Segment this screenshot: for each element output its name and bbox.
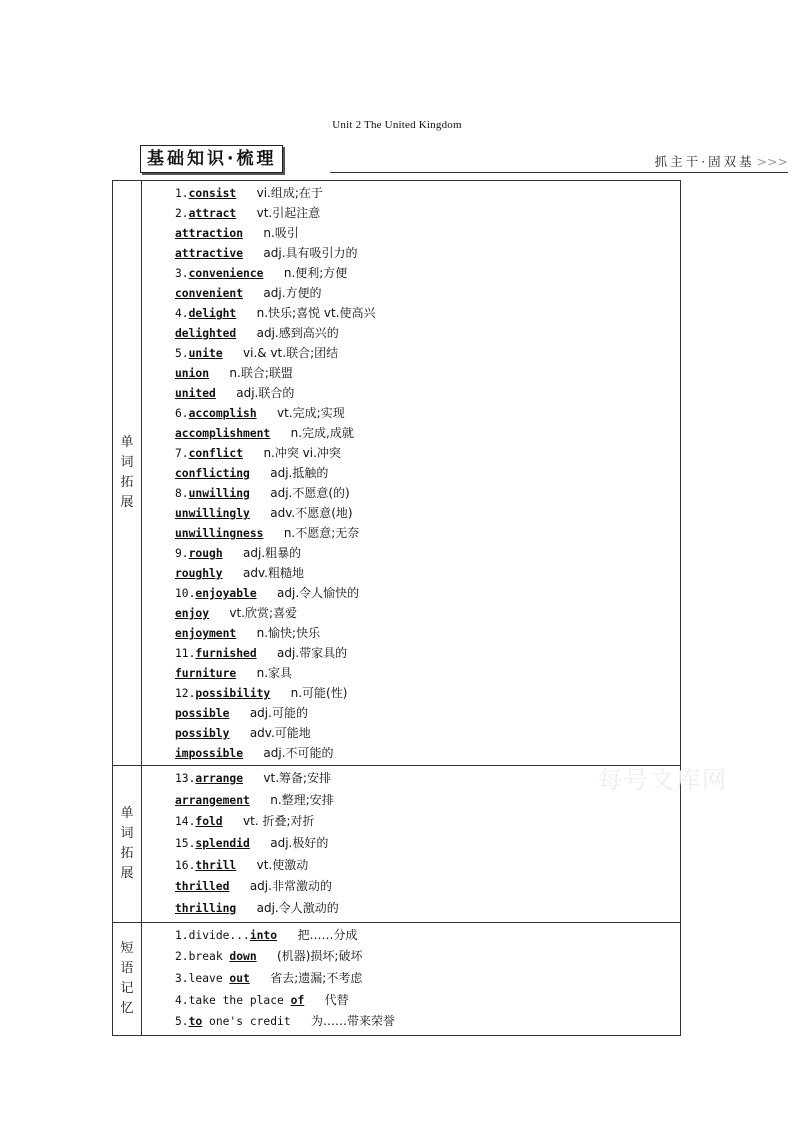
phrase-prefix: break: [188, 950, 230, 964]
vocab-item: [175, 323, 680, 343]
meaning: vt.筹备;安排: [263, 771, 332, 785]
meaning: 把……分成: [297, 927, 358, 942]
keyword: arrangement: [175, 793, 250, 807]
meaning: vt. 折叠;对折: [243, 814, 315, 829]
meaning: adv.不愿意(地): [270, 506, 353, 520]
meaning: adj.非常激动的: [249, 879, 332, 894]
keyword: possible: [175, 707, 230, 720]
item-number: 15.: [175, 837, 196, 851]
keyword: thrilled: [175, 880, 230, 894]
keyword: unwilling: [188, 487, 250, 500]
keyword: united: [175, 387, 216, 400]
meaning: n.快乐;喜悦 vt.使高兴: [256, 306, 376, 320]
keyword: attraction: [175, 227, 244, 240]
phrase-prefix: divide...: [188, 928, 250, 942]
keyword: arrange: [195, 772, 244, 785]
keyword: roughly: [175, 567, 223, 580]
keyword: furnished: [195, 647, 257, 660]
category-label: 单 词 拓 展: [120, 435, 134, 510]
meaning: n.便利;方便: [283, 266, 348, 280]
meaning: adj.粗暴的: [243, 546, 302, 560]
meaning: vt.使激动: [256, 857, 309, 872]
item-number: 2.: [175, 950, 189, 964]
vocab-item: [175, 703, 680, 723]
vocabulary-table: [112, 180, 681, 1036]
keyword: to: [188, 1015, 203, 1029]
keyword: convenient: [175, 287, 244, 300]
item-number: 6.: [175, 407, 189, 420]
vocab-item: [175, 1011, 680, 1033]
meaning: adj.令人激动的: [256, 901, 339, 916]
phrase-suffix: one's credit: [202, 1015, 291, 1029]
keyword: union: [175, 367, 210, 380]
keyword: attract: [188, 207, 237, 220]
item-number: 5.: [175, 1015, 189, 1029]
keyword: enjoy: [175, 607, 210, 620]
keyword: enjoyable: [195, 587, 257, 600]
meaning: 省去;遗漏;不考虑: [270, 971, 363, 985]
vocab-item: [175, 523, 680, 543]
section-phrase-memory: [113, 922, 681, 1035]
vocab-item: [175, 303, 680, 323]
meaning: adv.可能地: [249, 726, 311, 740]
meaning: vt.引起注意: [256, 206, 321, 220]
item-number: 10.: [175, 587, 196, 600]
meaning: adj.联合的: [236, 386, 295, 400]
vocab-item: [175, 503, 680, 523]
keyword: into: [249, 928, 278, 942]
item-number: 2.: [175, 207, 189, 220]
keyword: consist: [188, 187, 237, 200]
banner-subheading: [655, 152, 788, 170]
vocab-item: [175, 683, 680, 703]
vocab-item: [175, 643, 680, 663]
item-number: 7.: [175, 447, 189, 460]
keyword: rough: [188, 547, 223, 560]
meaning: adj.令人愉快的: [277, 586, 360, 600]
phrase-prefix: take the place: [188, 993, 291, 1007]
keyword: unite: [188, 347, 223, 360]
item-number: 1.: [175, 187, 189, 200]
item-number: 12.: [175, 687, 196, 700]
vocab-item: [175, 403, 680, 423]
category-cell: [113, 181, 142, 766]
section-word-expansion-2: [113, 766, 681, 923]
vocab-item: [175, 363, 680, 383]
keyword: accomplish: [188, 407, 257, 420]
meaning: n.冲突 vi.冲突: [263, 446, 341, 460]
vocab-item: [175, 283, 680, 303]
category-label: 单 词 拓 展: [120, 805, 134, 881]
keyword: unwillingly: [175, 507, 250, 520]
vocab-item: [175, 443, 680, 463]
meaning: 为……带来荣誉: [311, 1014, 396, 1029]
meaning: adj.带家具的: [277, 646, 348, 660]
vocab-item: [175, 990, 680, 1012]
vocab-item: [175, 663, 680, 683]
keyword: possibility: [195, 687, 271, 700]
meaning: n.愉快;快乐: [256, 626, 321, 640]
vocab-item: [175, 263, 680, 283]
banner-rule: [330, 172, 788, 173]
keyword: convenience: [188, 267, 264, 280]
item-number: 4.: [175, 307, 189, 320]
vocab-item: [175, 203, 680, 223]
keyword: of: [290, 993, 305, 1007]
vocab-item: [175, 343, 680, 363]
vocab-item: [175, 925, 680, 947]
meaning: n.不愿意;无奈: [283, 526, 360, 540]
keyword: attractive: [175, 247, 244, 260]
item-number: 3.: [175, 267, 189, 280]
vocab-item: [175, 833, 680, 855]
item-number: 13.: [175, 772, 196, 785]
vocab-item: [175, 183, 680, 203]
meaning: vt.欣赏;喜爱: [229, 606, 298, 620]
meaning: (机器)损坏;破坏: [277, 949, 363, 964]
meaning: adj.感到高兴的: [256, 326, 339, 340]
vocab-item: [175, 811, 680, 833]
keyword: out: [229, 972, 250, 985]
meaning: n.家具: [256, 666, 293, 680]
item-number: 4.: [175, 993, 189, 1007]
keyword: fold: [195, 815, 223, 829]
meaning: vi.组成;在于: [256, 186, 323, 200]
item-number: 14.: [175, 815, 196, 829]
meaning: n.吸引: [263, 226, 299, 240]
vocab-item: [175, 583, 680, 603]
category-cell: [113, 922, 142, 1035]
section-word-expansion-1: [113, 181, 681, 766]
vocab-item: [175, 543, 680, 563]
meaning: adv.粗糙地: [243, 566, 304, 580]
keyword: delight: [188, 307, 237, 320]
item-number: 1.: [175, 928, 189, 942]
meaning: adj.极好的: [270, 836, 329, 851]
keyword: delighted: [175, 327, 237, 340]
vocab-item: [175, 946, 680, 968]
vocab-item: [175, 898, 680, 920]
keyword: conflicting: [175, 467, 250, 480]
banner-heading: 基础知识·梳理: [140, 145, 283, 173]
keyword: possibly: [175, 727, 230, 740]
meaning: adj.方便的: [263, 286, 322, 300]
vocab-item: [175, 968, 680, 990]
meaning: adj.具有吸引力的: [263, 246, 358, 260]
vocab-item: [175, 383, 680, 403]
vocab-item: [175, 623, 680, 643]
keyword: impossible: [175, 747, 244, 760]
keyword: thrilling: [175, 902, 237, 916]
keyword: accomplishment: [175, 427, 271, 440]
category-cell: [113, 766, 142, 923]
item-number: 3.: [175, 972, 189, 985]
item-number: 9.: [175, 547, 189, 560]
vocab-item: [175, 243, 680, 263]
vocab-item: [175, 855, 680, 877]
chevron-right-icon: >>>: [756, 154, 788, 169]
page-title: Unit 2 The United Kingdom: [332, 119, 462, 131]
meaning: vt.完成;实现: [277, 406, 345, 420]
item-number: 5.: [175, 347, 189, 360]
keyword: splendid: [195, 837, 250, 851]
phrase-prefix: leave: [188, 972, 230, 985]
meaning: n.可能(性): [290, 686, 348, 700]
item-number: 11.: [175, 647, 196, 660]
vocab-item: [175, 463, 680, 483]
item-number: 16.: [175, 858, 196, 872]
vocab-item: [175, 723, 680, 743]
meaning: vi.& vt.联合;团结: [243, 346, 339, 360]
items-cell: [142, 922, 681, 1035]
meaning: n.完成,成就: [290, 426, 354, 440]
meaning: adj.不愿意(的): [270, 486, 350, 500]
vocab-item: [175, 423, 680, 443]
meaning: n.整理;安排: [270, 792, 334, 807]
keyword: furniture: [175, 667, 237, 680]
keyword: enjoyment: [175, 627, 237, 640]
section-banner: [140, 145, 788, 175]
meaning: n.联合;联盟: [229, 366, 293, 380]
vocab-item: [175, 876, 680, 898]
meaning: adj.抵触的: [270, 466, 329, 480]
keyword: conflict: [188, 447, 244, 460]
keyword: down: [229, 950, 257, 964]
banner-subheading-text: 抓主干·固双基: [654, 154, 755, 169]
vocab-item: [175, 483, 680, 503]
vocab-item: [175, 563, 680, 583]
meaning: adj.不可能的: [263, 746, 334, 760]
vocab-item: [175, 223, 680, 243]
watermark: 每号文库网: [598, 766, 728, 794]
vocab-item: [175, 603, 680, 623]
keyword: thrill: [195, 858, 237, 872]
items-cell: [142, 181, 681, 766]
keyword: unwillingness: [175, 527, 264, 540]
meaning: 代替: [324, 992, 349, 1007]
meaning: adj.可能的: [249, 706, 308, 720]
category-label: 短 语 记 忆: [120, 940, 134, 1016]
item-number: 8.: [175, 487, 189, 500]
